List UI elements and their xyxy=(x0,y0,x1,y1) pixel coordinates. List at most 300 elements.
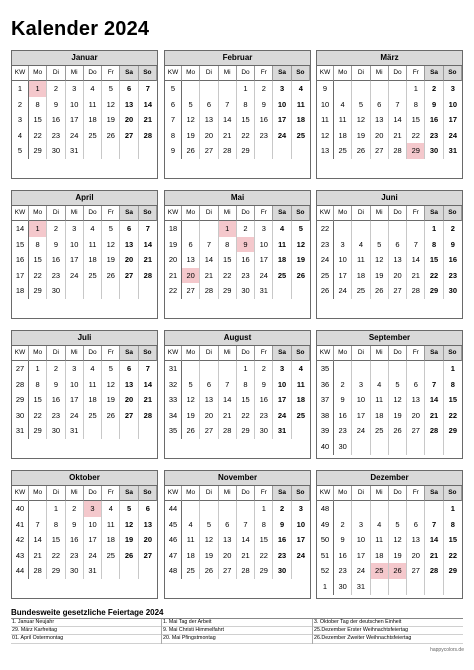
day-cell: 18 xyxy=(371,548,389,564)
weekday-header: Do xyxy=(237,346,255,361)
weekday-header: KW xyxy=(317,486,334,501)
day-cell: 6 xyxy=(120,221,138,237)
day-cell xyxy=(182,361,200,377)
day-cell xyxy=(371,439,389,455)
week-number: 20 xyxy=(165,252,182,268)
weekday-header: Mo xyxy=(182,486,200,501)
weekday-header: Fr xyxy=(102,206,120,221)
day-cell: 11 xyxy=(273,237,291,253)
day-cell: 28 xyxy=(200,283,218,299)
day-cell: 8 xyxy=(237,97,255,113)
weekday-header: KW xyxy=(12,346,29,361)
month-days-grid xyxy=(165,66,310,159)
weekday-header: Mo xyxy=(182,66,200,81)
day-cell xyxy=(120,283,138,299)
weekday-header: Di xyxy=(47,66,65,81)
day-cell: 13 xyxy=(407,532,425,548)
day-cell: 23 xyxy=(273,548,291,564)
weekday-header: Di xyxy=(352,346,370,361)
day-cell: 19 xyxy=(182,408,200,424)
day-cell: 29 xyxy=(47,563,65,579)
day-cell: 26 xyxy=(389,423,407,439)
day-cell: 24 xyxy=(84,548,102,564)
day-cell: 12 xyxy=(200,532,218,548)
day-cell: 23 xyxy=(334,563,352,579)
day-cell: 16 xyxy=(255,112,273,128)
day-cell: 7 xyxy=(145,364,150,373)
day-cell xyxy=(84,143,102,159)
day-cell: 13 xyxy=(143,519,153,529)
day-cell: 20 xyxy=(120,252,138,268)
day-cell xyxy=(407,439,425,455)
day-cell: 20 xyxy=(407,408,425,424)
week-number: 49 xyxy=(317,517,334,533)
day-cell: 7 xyxy=(407,237,425,253)
day-cell: 26 xyxy=(200,563,218,579)
day-cell: 21 xyxy=(407,268,425,284)
day-cell: 9 xyxy=(66,517,84,533)
day-cell xyxy=(352,501,370,517)
weekday-header: Sa xyxy=(120,346,138,361)
day-cell: 31 xyxy=(66,143,84,159)
day-cell: 4 xyxy=(102,501,120,517)
week-number: 40 xyxy=(12,501,29,517)
day-cell: 12 xyxy=(120,517,138,533)
weekday-header: Mi xyxy=(219,206,237,221)
day-cell xyxy=(200,81,218,97)
day-cell: 2 xyxy=(334,517,352,533)
weekday-header: KW xyxy=(165,206,182,221)
holiday-entry: 25.Dezember Erster Weihnachtsfeiertag xyxy=(313,627,463,635)
week-number: 31 xyxy=(12,423,29,439)
weekday-header: Sa xyxy=(425,206,443,221)
day-cell: 4 xyxy=(84,81,102,97)
month-name: Februar xyxy=(165,51,310,66)
day-cell xyxy=(29,501,47,517)
day-cell: 28 xyxy=(143,270,153,280)
weekday-header: Fr xyxy=(255,66,273,81)
day-cell xyxy=(371,81,389,97)
day-cell: 21 xyxy=(219,128,237,144)
day-cell xyxy=(444,579,462,595)
day-cell: 8 xyxy=(255,517,273,533)
day-cell xyxy=(389,221,407,237)
day-cell: 5 xyxy=(352,97,370,113)
day-cell: 15 xyxy=(47,532,65,548)
day-cell: 17 xyxy=(84,532,102,548)
day-cell: 15 xyxy=(237,392,255,408)
day-cell: 18 xyxy=(273,252,291,268)
weekday-header: So xyxy=(139,66,157,81)
month-name: August xyxy=(165,331,310,346)
day-cell: 9 xyxy=(273,517,291,533)
day-cell: 22 xyxy=(219,268,237,284)
day-cell: 19 xyxy=(389,408,407,424)
day-cell: 20 xyxy=(182,268,200,284)
day-cell: 10 xyxy=(273,377,291,393)
day-cell: 17 xyxy=(296,535,306,545)
day-cell: 11 xyxy=(296,379,305,389)
day-cell: 17 xyxy=(352,408,370,424)
day-cell: 5 xyxy=(389,377,407,393)
day-cell: 3 xyxy=(66,81,84,97)
holiday-entry: 20. Mai Pfingstmontag xyxy=(162,635,312,643)
weekday-header: Mi xyxy=(66,206,84,221)
day-cell: 14 xyxy=(29,532,47,548)
week-number: 29 xyxy=(12,392,29,408)
weekday-header: Mo xyxy=(334,486,352,501)
day-cell: 2 xyxy=(47,81,65,97)
day-cell xyxy=(334,81,352,97)
day-cell: 29 xyxy=(237,423,255,439)
day-cell: 11 xyxy=(352,252,370,268)
day-cell xyxy=(200,501,218,517)
weekday-header: Mi xyxy=(66,346,84,361)
day-cell: 12 xyxy=(371,252,389,268)
day-cell: 29 xyxy=(255,563,273,579)
credit-text: happycolors.de xyxy=(430,647,464,653)
month-days-grid xyxy=(12,66,157,159)
week-number: 43 xyxy=(12,548,29,564)
day-cell xyxy=(120,423,138,439)
week-number: 44 xyxy=(12,563,29,579)
day-cell: 1 xyxy=(219,221,237,237)
day-cell xyxy=(371,501,389,517)
weekday-header: Di xyxy=(200,206,218,221)
day-cell: 2 xyxy=(425,81,443,97)
week-number: 33 xyxy=(165,392,182,408)
day-cell: 17 xyxy=(66,392,84,408)
day-cell: 19 xyxy=(120,532,138,548)
day-cell: 2 xyxy=(334,377,352,393)
day-cell: 11 xyxy=(84,237,102,253)
day-cell: 8 xyxy=(450,379,455,389)
day-cell: 28 xyxy=(143,130,153,140)
weekday-header: Di xyxy=(352,206,370,221)
day-cell: 9 xyxy=(334,392,352,408)
day-cell xyxy=(200,221,218,237)
day-cell: 6 xyxy=(371,97,389,113)
weekday-header: Fr xyxy=(102,66,120,81)
month-januar xyxy=(11,50,158,179)
day-cell: 25 xyxy=(352,283,370,299)
day-cell: 24 xyxy=(352,423,370,439)
day-cell: 25 xyxy=(84,268,102,284)
weekday-header: Mi xyxy=(219,346,237,361)
day-cell: 28 xyxy=(237,563,255,579)
day-cell: 26 xyxy=(120,548,138,564)
holiday-entry: 9. Mai Christi Himmelfahrt xyxy=(162,627,312,635)
day-cell: 30 xyxy=(255,423,273,439)
weekday-header: Mo xyxy=(29,346,47,361)
weekday-header: Mo xyxy=(29,66,47,81)
weekday-header: Fr xyxy=(407,66,425,81)
week-number: 17 xyxy=(12,268,29,284)
day-cell: 4 xyxy=(182,517,200,533)
day-cell: 9 xyxy=(47,377,65,393)
weekday-header: Do xyxy=(389,486,407,501)
month-days-grid xyxy=(317,346,462,455)
day-cell: 15 xyxy=(219,252,237,268)
weekday-header: So xyxy=(292,66,310,81)
month-name: Januar xyxy=(12,51,157,66)
month-days-grid xyxy=(317,486,462,595)
week-number: 9 xyxy=(317,81,334,97)
week-number: 22 xyxy=(317,221,334,237)
day-cell: 2 xyxy=(47,221,65,237)
weekday-header: Mi xyxy=(371,486,389,501)
day-cell: 7 xyxy=(425,377,443,393)
day-cell: 17 xyxy=(273,112,291,128)
week-number: 36 xyxy=(317,377,334,393)
weekday-header: Mi xyxy=(219,486,237,501)
day-cell: 12 xyxy=(102,97,120,113)
day-cell: 8 xyxy=(407,97,425,113)
day-cell: 11 xyxy=(334,112,352,128)
holiday-entry: 1. Januar Neujahr xyxy=(11,619,161,627)
day-cell: 13 xyxy=(182,252,200,268)
day-cell: 1 xyxy=(255,501,273,517)
day-cell: 29 xyxy=(29,283,47,299)
day-cell: 10 xyxy=(352,532,370,548)
day-cell: 25 xyxy=(84,128,102,144)
month-name: November xyxy=(165,471,310,486)
day-cell: 12 xyxy=(296,239,306,249)
day-cell xyxy=(352,81,370,97)
day-cell: 19 xyxy=(102,392,120,408)
week-number: 22 xyxy=(165,283,182,299)
week-number: 32 xyxy=(165,377,182,393)
day-cell: 8 xyxy=(450,519,455,529)
month-name: Oktober xyxy=(12,471,157,486)
day-cell: 26 xyxy=(296,270,306,280)
weekday-header: Fr xyxy=(255,486,273,501)
day-cell: 10 xyxy=(66,97,84,113)
weekday-header: Sa xyxy=(425,486,443,501)
day-cell: 7 xyxy=(29,517,47,533)
day-cell: 9 xyxy=(47,237,65,253)
day-cell: 3 xyxy=(84,501,102,517)
day-cell: 21 xyxy=(143,395,153,405)
day-cell: 5 xyxy=(182,97,200,113)
weekday-header: Di xyxy=(47,206,65,221)
day-cell xyxy=(371,221,389,237)
day-cell: 23 xyxy=(425,128,443,144)
day-cell xyxy=(389,361,407,377)
day-cell: 7 xyxy=(145,84,150,93)
weekday-header: Do xyxy=(84,486,102,501)
day-cell: 28 xyxy=(219,143,237,159)
day-cell: 27 xyxy=(143,550,153,560)
day-cell: 22 xyxy=(47,548,65,564)
day-cell: 24 xyxy=(273,128,291,144)
day-cell: 23 xyxy=(47,128,65,144)
day-cell: 21 xyxy=(237,548,255,564)
day-cell: 18 xyxy=(182,548,200,564)
weekday-header: Do xyxy=(237,486,255,501)
day-cell: 5 xyxy=(298,224,303,233)
day-cell: 24 xyxy=(448,130,458,140)
week-number: 1 xyxy=(317,579,334,595)
weekday-header: Do xyxy=(389,206,407,221)
day-cell: 10 xyxy=(66,237,84,253)
day-cell: 27 xyxy=(120,408,138,424)
week-number: 51 xyxy=(317,548,334,564)
day-cell: 13 xyxy=(389,252,407,268)
week-number: 39 xyxy=(317,423,334,439)
day-cell xyxy=(407,579,425,595)
weekday-header: Fr xyxy=(255,346,273,361)
day-cell: 9 xyxy=(237,237,255,253)
day-cell: 21 xyxy=(425,408,443,424)
day-cell: 8 xyxy=(425,237,443,253)
day-cell: 16 xyxy=(334,408,352,424)
day-cell: 21 xyxy=(143,255,153,265)
day-cell: 2 xyxy=(273,501,291,517)
weekday-header: So xyxy=(139,486,157,501)
holiday-entry: 26.Dezember Zweiter Weihnachtsfeiertag xyxy=(313,635,463,643)
day-cell xyxy=(219,501,237,517)
day-cell: 16 xyxy=(66,532,84,548)
day-cell xyxy=(139,423,157,439)
day-cell: 30 xyxy=(47,143,65,159)
weekday-header: Sa xyxy=(273,66,291,81)
day-cell: 1 xyxy=(425,221,443,237)
day-cell: 25 xyxy=(182,563,200,579)
day-cell xyxy=(84,423,102,439)
weekday-header: So xyxy=(292,206,310,221)
day-cell: 4 xyxy=(298,364,303,373)
day-cell: 26 xyxy=(102,268,120,284)
day-cell: 19 xyxy=(102,112,120,128)
week-number: 15 xyxy=(12,237,29,253)
weekday-header: Fr xyxy=(407,346,425,361)
day-cell: 6 xyxy=(120,81,138,97)
day-cell xyxy=(389,81,407,97)
week-number: 31 xyxy=(165,361,182,377)
month-name: September xyxy=(317,331,462,346)
day-cell: 24 xyxy=(352,563,370,579)
weekday-header: KW xyxy=(12,66,29,81)
day-cell: 31 xyxy=(352,579,370,595)
day-cell: 22 xyxy=(29,128,47,144)
day-cell: 7 xyxy=(237,517,255,533)
day-cell: 1 xyxy=(450,504,455,513)
week-number: 35 xyxy=(165,423,182,439)
day-cell: 24 xyxy=(66,268,84,284)
day-cell: 5 xyxy=(182,377,200,393)
day-cell: 1 xyxy=(237,81,255,97)
day-cell: 22 xyxy=(29,268,47,284)
day-cell: 21 xyxy=(200,268,218,284)
week-number: 6 xyxy=(165,97,182,113)
month-november xyxy=(164,470,311,599)
day-cell: 16 xyxy=(425,112,443,128)
weekday-header: KW xyxy=(165,66,182,81)
day-cell: 27 xyxy=(200,143,218,159)
week-number: 5 xyxy=(165,81,182,97)
month-days-grid xyxy=(12,486,157,579)
day-cell: 7 xyxy=(145,224,150,233)
day-cell: 22 xyxy=(448,410,458,420)
day-cell: 13 xyxy=(120,377,138,393)
day-cell: 23 xyxy=(448,270,458,280)
day-cell: 4 xyxy=(273,221,291,237)
day-cell: 7 xyxy=(425,517,443,533)
weekday-header: Mo xyxy=(182,346,200,361)
day-cell: 18 xyxy=(352,268,370,284)
week-number: 11 xyxy=(317,112,334,128)
day-cell xyxy=(102,143,120,159)
day-cell: 21 xyxy=(219,408,237,424)
weekday-header: Di xyxy=(200,66,218,81)
day-cell: 9 xyxy=(255,377,273,393)
day-cell: 12 xyxy=(352,112,370,128)
day-cell: 28 xyxy=(29,563,47,579)
day-cell: 25 xyxy=(296,410,306,420)
day-cell: 26 xyxy=(389,563,407,579)
day-cell: 16 xyxy=(47,112,65,128)
week-number: 46 xyxy=(165,532,182,548)
week-number: 10 xyxy=(317,97,334,113)
day-cell: 4 xyxy=(371,377,389,393)
day-cell: 29 xyxy=(237,143,255,159)
day-cell: 4 xyxy=(84,221,102,237)
day-cell: 30 xyxy=(273,563,291,579)
day-cell xyxy=(425,501,443,517)
week-number: 48 xyxy=(165,563,182,579)
holidays-table xyxy=(11,618,463,644)
day-cell: 19 xyxy=(102,252,120,268)
day-cell: 2 xyxy=(237,221,255,237)
day-cell: 11 xyxy=(102,517,120,533)
day-cell: 9 xyxy=(255,97,273,113)
day-cell: 30 xyxy=(47,283,65,299)
weekday-header: Sa xyxy=(120,66,138,81)
day-cell xyxy=(352,439,370,455)
holidays-title: Bundesweite gesetzliche Feiertage 2024 xyxy=(11,608,164,617)
day-cell xyxy=(371,361,389,377)
day-cell: 28 xyxy=(425,563,443,579)
day-cell: 26 xyxy=(102,128,120,144)
day-cell: 23 xyxy=(255,128,273,144)
weekday-header: So xyxy=(444,206,462,221)
day-cell: 14 xyxy=(237,532,255,548)
day-cell: 16 xyxy=(47,392,65,408)
weekday-header: Di xyxy=(200,346,218,361)
day-cell xyxy=(407,501,425,517)
day-cell: 30 xyxy=(334,439,352,455)
weekday-header: So xyxy=(139,206,157,221)
week-number: 48 xyxy=(317,501,334,517)
day-cell: 22 xyxy=(448,550,458,560)
day-cell: 11 xyxy=(84,377,102,393)
weekday-header: So xyxy=(444,346,462,361)
week-number: 30 xyxy=(12,408,29,424)
day-cell: 21 xyxy=(389,128,407,144)
day-cell: 19 xyxy=(200,548,218,564)
day-cell: 18 xyxy=(102,532,120,548)
day-cell: 8 xyxy=(29,237,47,253)
day-cell xyxy=(200,361,218,377)
day-cell xyxy=(389,579,407,595)
day-cell: 27 xyxy=(120,268,138,284)
weekday-header: KW xyxy=(165,346,182,361)
day-cell xyxy=(444,439,462,455)
holidays-column xyxy=(162,619,313,644)
day-cell: 14 xyxy=(425,532,443,548)
day-cell: 13 xyxy=(407,392,425,408)
